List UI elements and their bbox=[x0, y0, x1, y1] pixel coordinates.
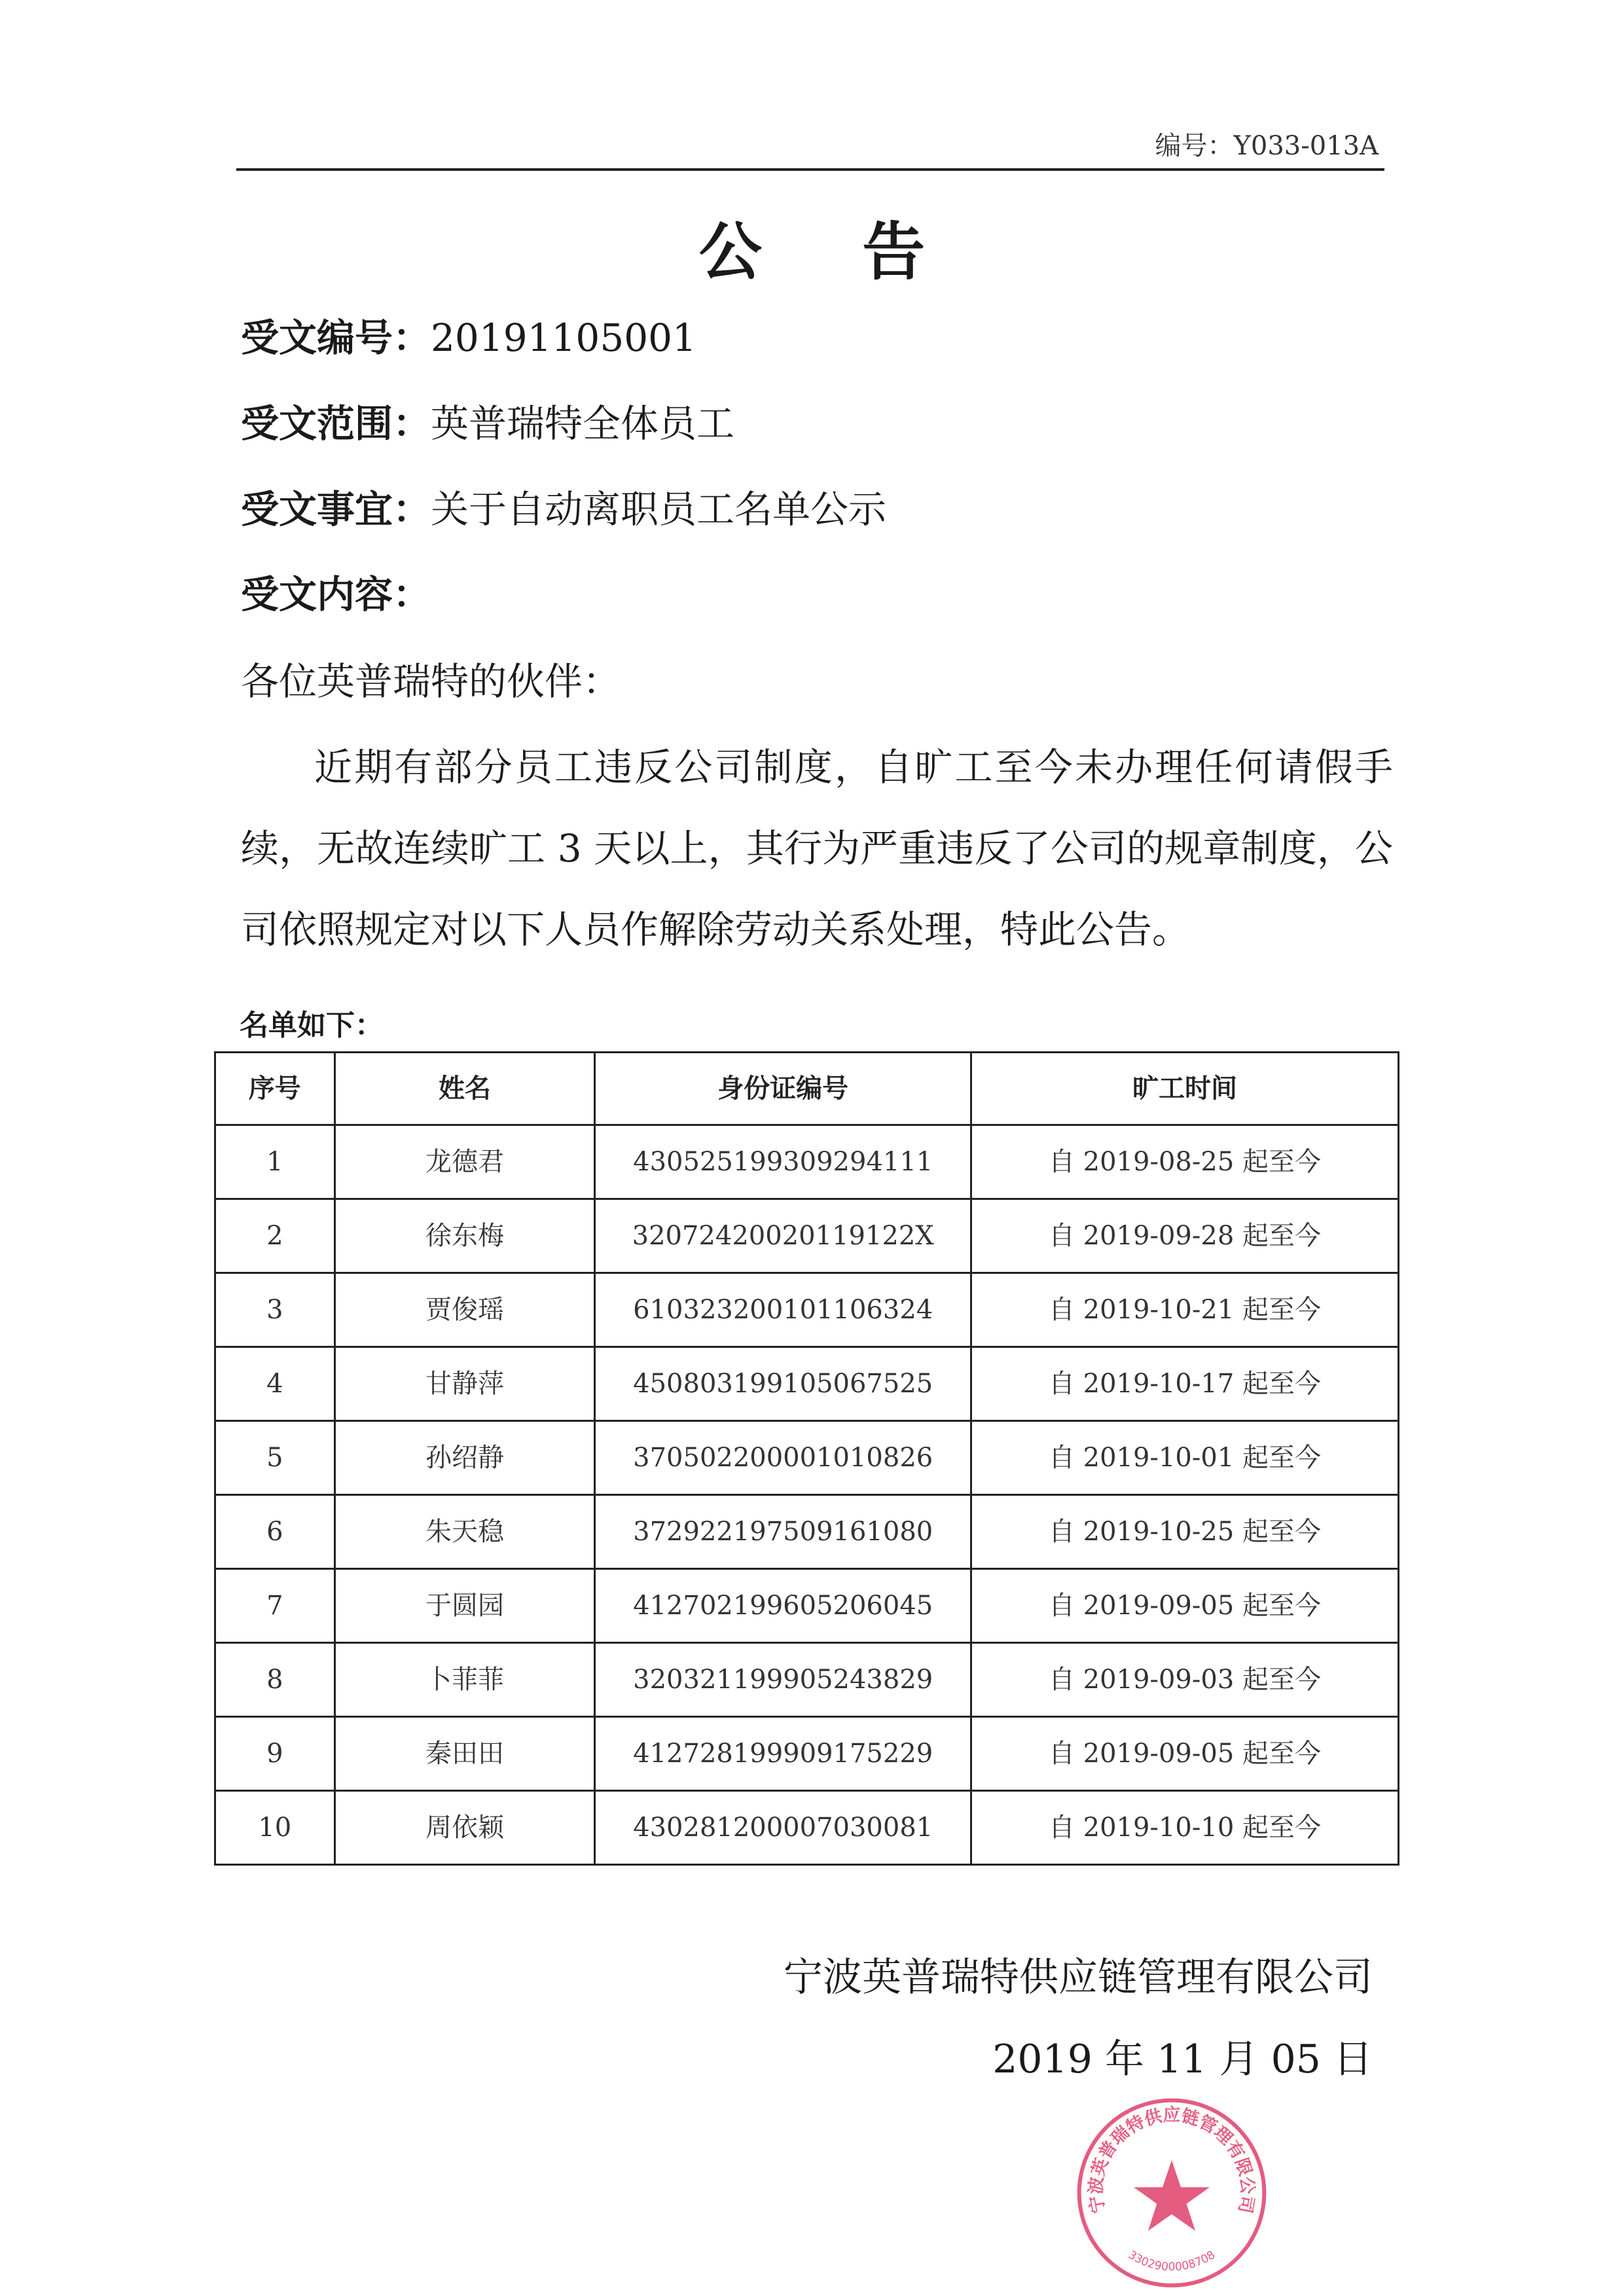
cell-id-number: 320321199905243829 bbox=[595, 1643, 971, 1717]
employee-table bbox=[214, 1051, 1399, 1866]
cell-absence-time: 自 2019-09-05 起至今 bbox=[971, 1717, 1398, 1791]
cell-name: 朱天稳 bbox=[334, 1495, 595, 1569]
cell-id-number: 32072420020119122X bbox=[595, 1199, 971, 1273]
cell-name: 周依颖 bbox=[334, 1791, 595, 1865]
header-divider bbox=[236, 168, 1384, 171]
stamp-star-icon bbox=[1134, 2160, 1210, 2231]
field-label: 受文事宜： bbox=[241, 487, 431, 532]
cell-name: 徐东梅 bbox=[334, 1199, 595, 1273]
cell-id-number: 450803199105067525 bbox=[595, 1347, 971, 1421]
table-row bbox=[215, 1569, 1399, 1643]
table-header-row bbox=[215, 1053, 1399, 1125]
cell-id-number: 610323200101106324 bbox=[595, 1273, 971, 1347]
cell-index: 10 bbox=[215, 1791, 335, 1865]
cell-id-number: 412728199909175229 bbox=[595, 1717, 971, 1791]
field-label: 受文范围： bbox=[241, 401, 431, 446]
header-id-number: 身份证编号 bbox=[595, 1053, 971, 1125]
cell-absence-time: 自 2019-08-25 起至今 bbox=[971, 1125, 1398, 1199]
document-number: 编号：Y033-013A bbox=[1155, 131, 1379, 161]
cell-name: 秦田田 bbox=[334, 1717, 595, 1791]
cell-index: 4 bbox=[215, 1347, 335, 1421]
cell-absence-time: 自 2019-10-10 起至今 bbox=[971, 1791, 1398, 1865]
cell-name: 甘静萍 bbox=[334, 1347, 595, 1421]
cell-absence-time: 自 2019-10-21 起至今 bbox=[971, 1273, 1398, 1347]
header-absence-time: 旷工时间 bbox=[971, 1053, 1398, 1125]
company-seal-stamp bbox=[1074, 2095, 1270, 2291]
cell-index: 3 bbox=[215, 1273, 335, 1347]
header-name: 姓名 bbox=[334, 1053, 595, 1125]
cell-id-number: 370502200001010826 bbox=[595, 1421, 971, 1495]
cell-absence-time: 自 2019-10-01 起至今 bbox=[971, 1421, 1398, 1495]
cell-id-number: 430281200007030081 bbox=[595, 1791, 971, 1865]
field-label: 受文内容： bbox=[241, 572, 431, 617]
stamp-ring bbox=[1079, 2101, 1265, 2286]
cell-name: 孙绍静 bbox=[334, 1421, 595, 1495]
field-subject bbox=[241, 486, 886, 533]
table-row bbox=[215, 1347, 1399, 1421]
cell-name: 贾俊瑶 bbox=[334, 1273, 595, 1347]
cell-name: 龙德君 bbox=[334, 1125, 595, 1199]
cell-id-number: 372922197509161080 bbox=[595, 1495, 971, 1569]
signature-company: 宁波英普瑞特供应链管理有限公司 bbox=[784, 1955, 1373, 2000]
body-paragraph: 近期有部分员工违反公司制度，自旷工至今未办理任何请假手续，无故连续旷工 3 天以上，其行为严重违反了公司的规章制度，公司依照规定对以下人员作解除劳动关系处理，特此公告。 bbox=[241, 745, 1393, 952]
table-row bbox=[215, 1643, 1399, 1717]
cell-index: 2 bbox=[215, 1199, 335, 1273]
cell-absence-time: 自 2019-09-28 起至今 bbox=[971, 1199, 1398, 1273]
cell-name: 卜菲菲 bbox=[334, 1643, 595, 1717]
table-row bbox=[215, 1791, 1399, 1865]
cell-absence-time: 自 2019-10-25 起至今 bbox=[971, 1495, 1398, 1569]
cell-index: 8 bbox=[215, 1643, 335, 1717]
field-value: 英普瑞特全体员工 bbox=[431, 401, 735, 446]
table-row bbox=[215, 1495, 1399, 1569]
page-title: 公 告 bbox=[698, 215, 965, 289]
field-scope bbox=[241, 400, 734, 447]
cell-index: 6 bbox=[215, 1495, 335, 1569]
table-row bbox=[215, 1125, 1399, 1199]
cell-absence-time: 自 2019-10-17 起至今 bbox=[971, 1347, 1398, 1421]
table-row bbox=[215, 1199, 1399, 1273]
cell-absence-time: 自 2019-09-03 起至今 bbox=[971, 1643, 1398, 1717]
header-index: 序号 bbox=[215, 1053, 335, 1125]
table-row bbox=[215, 1421, 1399, 1495]
signature-date: 2019 年 11 月 05 日 bbox=[992, 2036, 1373, 2082]
field-doc-id bbox=[241, 314, 696, 361]
cell-index: 5 bbox=[215, 1421, 335, 1495]
stamp-code: 3302900008708 bbox=[1125, 2248, 1218, 2274]
field-value: 20191105001 bbox=[431, 316, 696, 360]
cell-name: 于圆园 bbox=[334, 1569, 595, 1643]
field-content bbox=[241, 571, 431, 618]
stamp-text: 宁波英普瑞特供应链管理有限公司 bbox=[1085, 2105, 1258, 2215]
cell-index: 1 bbox=[215, 1125, 335, 1199]
cell-absence-time: 自 2019-09-05 起至今 bbox=[971, 1569, 1398, 1643]
table-row bbox=[215, 1717, 1399, 1791]
cell-index: 7 bbox=[215, 1569, 335, 1643]
table-row bbox=[215, 1273, 1399, 1347]
field-value: 关于自动离职员工名单公示 bbox=[431, 487, 887, 532]
cell-id-number: 430525199309294111 bbox=[595, 1125, 971, 1199]
list-label: 名单如下： bbox=[240, 1009, 384, 1042]
cell-index: 9 bbox=[215, 1717, 335, 1791]
cell-id-number: 412702199605206045 bbox=[595, 1569, 971, 1643]
field-label: 受文编号： bbox=[241, 316, 431, 360]
greeting: 各位英普瑞特的伙伴： bbox=[241, 659, 621, 704]
